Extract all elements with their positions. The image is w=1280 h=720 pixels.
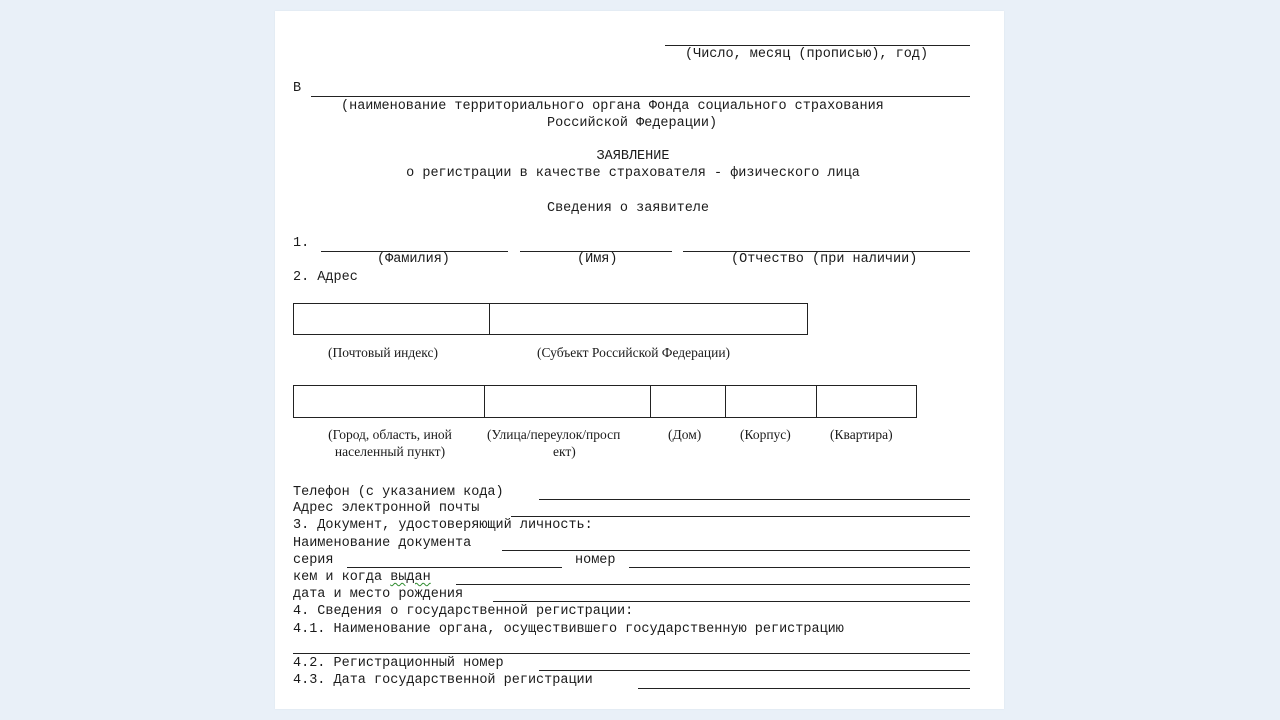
surname-caption: (Фамилия) bbox=[377, 252, 450, 267]
street-cell[interactable] bbox=[485, 386, 651, 417]
city-caption-line2: населенный пункт) bbox=[334, 444, 446, 459]
to-prefix: В bbox=[293, 81, 302, 96]
city-caption-line1: (Город, область, иной bbox=[328, 427, 452, 442]
address-label: 2. Адрес bbox=[293, 270, 358, 285]
registration-organ-line[interactable] bbox=[293, 653, 970, 654]
street-caption-line1: (Улица/переулок/просп bbox=[487, 427, 621, 442]
house-cell[interactable] bbox=[651, 386, 726, 417]
identity-document-heading: 3. Документ, удостоверяющий личность: bbox=[293, 518, 593, 533]
building-caption: (Корпус) bbox=[740, 427, 791, 442]
patronymic-caption: (Отчество (при наличии) bbox=[731, 252, 918, 267]
name-caption: (Имя) bbox=[577, 252, 618, 267]
addressee-caption-line1: (наименование территориального органа Фонда социального страхования bbox=[341, 99, 884, 114]
date-line[interactable] bbox=[665, 45, 970, 46]
address-row-1 bbox=[293, 303, 808, 335]
apartment-cell[interactable] bbox=[817, 386, 916, 417]
city-cell[interactable] bbox=[294, 386, 485, 417]
postal-code-caption: (Почтовый индекс) bbox=[328, 345, 438, 360]
phone-label: Телефон (с указанием кода) bbox=[293, 485, 504, 500]
house-caption: (Дом) bbox=[668, 427, 702, 442]
document-name-line[interactable] bbox=[502, 550, 970, 551]
registration-date-label: 4.3. Дата государственной регистрации bbox=[293, 673, 593, 688]
region-cell[interactable] bbox=[490, 304, 807, 334]
birth-line[interactable] bbox=[493, 601, 970, 602]
addressee-line[interactable] bbox=[311, 96, 970, 97]
issued-by-prefix: кем и когда bbox=[293, 570, 391, 585]
series-line[interactable] bbox=[347, 567, 562, 568]
number-line[interactable] bbox=[629, 567, 970, 568]
section-heading: Сведения о заявителе bbox=[546, 201, 710, 216]
issued-word: выдан bbox=[390, 570, 431, 585]
apartment-caption: (Квартира) bbox=[830, 427, 893, 442]
registration-heading: 4. Сведения о государственной регистрации: bbox=[293, 604, 634, 619]
region-caption: (Субъект Российской Федерации) bbox=[537, 345, 731, 360]
registration-organ-label: 4.1. Наименование органа, осуществившего государственную регистрацию bbox=[293, 622, 844, 637]
email-label: Адрес электронной почты bbox=[293, 501, 480, 516]
registration-number-line[interactable] bbox=[539, 670, 970, 671]
issued-by-line[interactable] bbox=[456, 584, 970, 585]
registration-date-line[interactable] bbox=[638, 688, 970, 689]
name-row-number: 1. bbox=[293, 236, 310, 251]
phone-line[interactable] bbox=[539, 499, 970, 500]
building-cell[interactable] bbox=[726, 386, 817, 417]
street-caption-line2: ект) bbox=[553, 444, 576, 459]
address-row-2 bbox=[293, 385, 917, 418]
email-line[interactable] bbox=[511, 516, 970, 517]
postal-code-cell[interactable] bbox=[294, 304, 490, 334]
document-title: ЗАЯВЛЕНИЕ bbox=[596, 149, 670, 164]
date-caption: (Число, месяц (прописью), год) bbox=[685, 47, 929, 62]
document-name-label: Наименование документа bbox=[293, 536, 472, 551]
document-page bbox=[275, 11, 1004, 709]
addressee-caption-line2: Российской Федерации) bbox=[547, 116, 718, 131]
series-label: серия bbox=[293, 553, 334, 568]
issued-by-label bbox=[293, 570, 431, 586]
registration-number-label: 4.2. Регистрационный номер bbox=[293, 656, 504, 671]
birth-label: дата и место рождения bbox=[293, 587, 464, 602]
document-subtitle: о регистрации в качестве страхователя - физического лица bbox=[406, 166, 860, 181]
number-label: номер bbox=[575, 553, 616, 568]
